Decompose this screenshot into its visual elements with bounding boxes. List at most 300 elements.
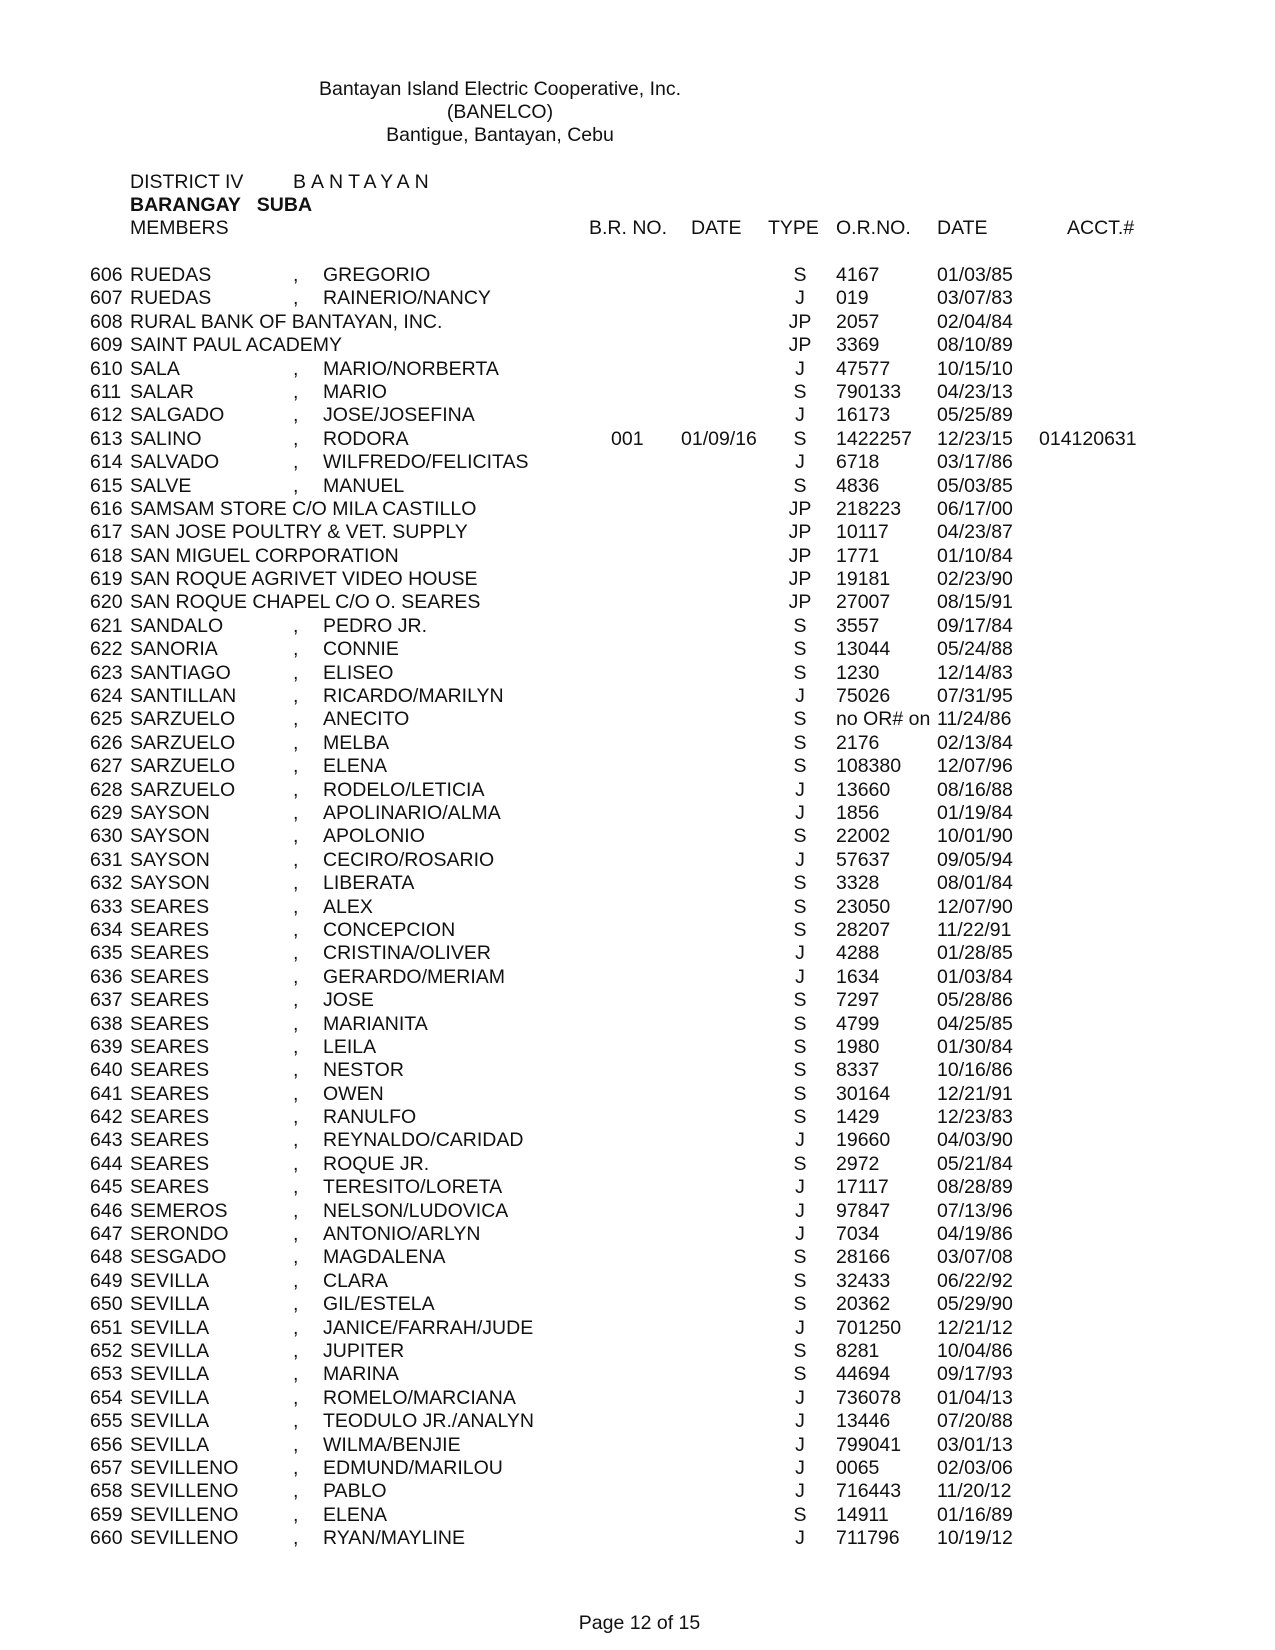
first-name: APOLONIO <box>323 825 425 848</box>
table-row <box>0 404 1275 427</box>
membership-type: JP <box>788 591 812 614</box>
first-name: JOSE/JOSEFINA <box>323 404 475 427</box>
row-number: 611 <box>90 380 122 403</box>
or-no-column-header: O.R.NO. <box>836 217 911 239</box>
row-number: 656 <box>90 1433 123 1456</box>
or-number: 736078 <box>836 1386 902 1409</box>
last-name: SEVILLENO <box>130 1527 239 1550</box>
first-name: NELSON/LUDOVICA <box>323 1199 509 1222</box>
name-separator: , <box>293 965 299 988</box>
membership-type: J <box>795 1456 805 1479</box>
name-separator: , <box>293 1503 299 1526</box>
table-row <box>0 896 1275 919</box>
table-row <box>0 1036 1275 1059</box>
table-row <box>0 1013 1275 1036</box>
name-separator: , <box>293 1293 299 1316</box>
row-number: 637 <box>90 989 123 1012</box>
row-number: 608 <box>90 310 123 333</box>
or-number: 2972 <box>836 1152 880 1175</box>
row-number: 646 <box>90 1199 123 1222</box>
table-row <box>0 849 1275 872</box>
or-number: 28207 <box>836 918 891 941</box>
first-name: ELISEO <box>323 661 394 684</box>
name-separator: , <box>293 942 299 965</box>
name-separator: , <box>293 1246 299 1269</box>
or-date: 01/04/13 <box>937 1386 1013 1409</box>
table-row <box>0 358 1275 381</box>
membership-type: J <box>795 1199 805 1222</box>
name-separator: , <box>293 918 299 941</box>
or-date: 02/03/06 <box>937 1456 1013 1479</box>
row-number: 627 <box>90 755 123 778</box>
or-number: 7034 <box>836 1223 880 1246</box>
or-number: 1980 <box>836 1035 880 1058</box>
or-number: 4836 <box>836 474 880 497</box>
membership-type: J <box>795 801 805 824</box>
name-separator: , <box>293 1480 299 1503</box>
or-date: 01/03/85 <box>937 264 1013 286</box>
or-number: 799041 <box>836 1433 902 1456</box>
br-number: 001 <box>611 427 644 450</box>
or-number: 57637 <box>836 848 891 871</box>
membership-type: S <box>793 918 807 941</box>
first-name: RAINERIO/NANCY <box>323 287 491 310</box>
row-number: 633 <box>90 895 123 918</box>
table-row <box>0 1200 1275 1223</box>
membership-type: J <box>795 778 805 801</box>
name-separator: , <box>293 1152 299 1175</box>
membership-type: J <box>795 965 805 988</box>
table-row <box>0 264 1275 287</box>
page-footer <box>0 1612 1275 1635</box>
last-name: SARZUELO <box>130 731 236 754</box>
membership-type: S <box>793 427 807 450</box>
or-number: 790133 <box>836 380 902 403</box>
members-column-header: MEMBERS <box>130 217 229 239</box>
or-date: 03/17/86 <box>937 451 1013 474</box>
table-row <box>0 1153 1275 1176</box>
row-number: 618 <box>90 544 123 567</box>
or-number: 13446 <box>836 1410 891 1433</box>
row-number: 649 <box>90 1269 123 1292</box>
last-name: SALVE <box>130 474 192 497</box>
or-number: 19660 <box>836 1129 891 1152</box>
row-number: 619 <box>90 568 123 591</box>
or-date: 06/17/00 <box>937 497 1013 520</box>
or-date: 04/25/85 <box>937 1012 1013 1035</box>
last-name: SEVILLA <box>130 1269 210 1292</box>
name-separator: , <box>293 731 299 754</box>
membership-type: S <box>793 1059 807 1082</box>
last-name: SANDALO <box>130 614 224 637</box>
last-name: SEVILLA <box>130 1293 210 1316</box>
or-number: 4799 <box>836 1012 880 1035</box>
or-number: 019 <box>836 287 869 310</box>
membership-type: S <box>793 731 807 754</box>
or-number: 22002 <box>836 825 891 848</box>
last-name: SAYSON <box>130 848 210 871</box>
first-name: ELENA <box>323 1503 387 1526</box>
membership-type: S <box>793 895 807 918</box>
name-separator: , <box>293 872 299 895</box>
row-number: 644 <box>90 1152 123 1175</box>
membership-type: J <box>795 404 805 427</box>
last-name: SAN MIGUEL CORPORATION <box>130 544 399 567</box>
row-number: 621 <box>90 614 123 637</box>
first-name: JANICE/FARRAH/JUDE <box>323 1316 534 1339</box>
last-name: RURAL BANK OF BANTAYAN, INC. <box>130 310 443 333</box>
first-name: CRISTINA/OLIVER <box>323 942 491 965</box>
name-separator: , <box>293 451 299 474</box>
table-row <box>0 966 1275 989</box>
or-date: 11/24/86 <box>937 708 1012 731</box>
table-row <box>0 1434 1275 1457</box>
or-number: 1634 <box>836 965 880 988</box>
name-separator: , <box>293 848 299 871</box>
membership-type: J <box>795 1223 805 1246</box>
or-date: 10/16/86 <box>937 1059 1013 1082</box>
name-separator: , <box>293 1199 299 1222</box>
or-date: 05/03/85 <box>937 474 1013 497</box>
name-separator: , <box>293 825 299 848</box>
or-date: 01/30/84 <box>937 1035 1013 1058</box>
row-number: 652 <box>90 1339 123 1362</box>
table-row <box>0 1106 1275 1129</box>
row-number: 641 <box>90 1082 123 1105</box>
first-name: MARIO <box>323 380 387 403</box>
first-name: NESTOR <box>323 1059 404 1082</box>
name-separator: , <box>293 1012 299 1035</box>
or-date: 03/07/83 <box>937 287 1013 310</box>
first-name: REYNALDO/CARIDAD <box>323 1129 524 1152</box>
table-row <box>0 779 1275 802</box>
or-number: 8281 <box>836 1339 880 1362</box>
first-name: PEDRO JR. <box>323 614 428 637</box>
last-name: SANTIAGO <box>130 661 231 684</box>
or-number: 44694 <box>836 1363 891 1386</box>
membership-type: J <box>795 1386 805 1409</box>
or-number: 23050 <box>836 895 891 918</box>
last-name: SANORIA <box>130 638 218 661</box>
or-number: 2057 <box>836 310 880 333</box>
last-name: SEVILLA <box>130 1316 210 1339</box>
or-date: 03/07/08 <box>937 1246 1013 1269</box>
table-row <box>0 638 1275 661</box>
or-date: 02/04/84 <box>937 310 1013 333</box>
row-number: 648 <box>90 1246 123 1269</box>
row-number: 631 <box>90 848 123 871</box>
first-name: MARIO/NORBERTA <box>323 357 499 380</box>
row-number: 625 <box>90 708 123 731</box>
name-separator: , <box>293 989 299 1012</box>
or-date: 09/05/94 <box>937 848 1013 871</box>
or-date: 12/21/91 <box>937 1082 1013 1105</box>
membership-type: J <box>795 848 805 871</box>
name-separator: , <box>293 638 299 661</box>
or-date: 10/04/86 <box>937 1339 1013 1362</box>
last-name: SAN JOSE POULTRY & VET. SUPPLY <box>130 521 468 544</box>
name-separator: , <box>293 1176 299 1199</box>
membership-type: S <box>793 1012 807 1035</box>
table-row <box>0 1246 1275 1269</box>
table-row <box>0 1059 1275 1082</box>
first-name: RICARDO/MARILYN <box>323 685 504 708</box>
membership-type: J <box>795 1129 805 1152</box>
membership-type: S <box>793 989 807 1012</box>
membership-type: JP <box>788 544 812 567</box>
or-number: 14911 <box>836 1503 889 1526</box>
table-row <box>0 381 1275 404</box>
last-name: SEMEROS <box>130 1199 228 1222</box>
first-name: RODELO/LETICIA <box>323 778 485 801</box>
or-date: 12/21/12 <box>937 1316 1013 1339</box>
row-number: 620 <box>90 591 123 614</box>
first-name: WILMA/BENJIE <box>323 1433 461 1456</box>
membership-type: J <box>795 451 805 474</box>
row-number: 657 <box>90 1456 123 1479</box>
membership-type: J <box>795 942 805 965</box>
table-row <box>0 521 1275 544</box>
name-separator: , <box>293 1386 299 1409</box>
row-number: 626 <box>90 731 123 754</box>
last-name: SEARES <box>130 1176 210 1199</box>
last-name: RUEDAS <box>130 264 212 286</box>
row-number: 628 <box>90 778 123 801</box>
membership-type: S <box>793 1082 807 1105</box>
district-label: DISTRICT IV <box>130 171 244 193</box>
or-number: 97847 <box>836 1199 891 1222</box>
last-name: SEARES <box>130 1152 210 1175</box>
table-row <box>0 591 1275 614</box>
or-date: 04/19/86 <box>937 1223 1013 1246</box>
or-number: 1230 <box>836 661 880 684</box>
row-number: 647 <box>90 1223 123 1246</box>
first-name: GERARDO/MERIAM <box>323 965 506 988</box>
table-row <box>0 872 1275 895</box>
first-name: WILFREDO/FELICITAS <box>323 451 529 474</box>
or-date: 06/22/92 <box>937 1269 1013 1292</box>
or-date: 12/23/15 <box>937 427 1013 450</box>
last-name: SAN ROQUE AGRIVET VIDEO HOUSE <box>130 568 478 591</box>
table-row <box>0 732 1275 755</box>
name-separator: , <box>293 1527 299 1550</box>
table-row <box>0 919 1275 942</box>
row-number: 658 <box>90 1480 123 1503</box>
table-row <box>0 662 1275 685</box>
membership-type: JP <box>788 310 812 333</box>
br-date-column-header: DATE <box>691 217 742 239</box>
membership-type: S <box>793 638 807 661</box>
first-name: MARIANITA <box>323 1012 428 1035</box>
first-name: JUPITER <box>323 1339 405 1362</box>
table-row <box>0 498 1275 521</box>
organization-name: Bantayan Island Electric Cooperative, Inc. <box>318 78 682 100</box>
row-number: 650 <box>90 1293 123 1316</box>
district-value: BANTAYAN <box>293 171 434 193</box>
first-name: PABLO <box>323 1480 387 1503</box>
table-row <box>0 287 1275 310</box>
table-row <box>0 942 1275 965</box>
last-name: SALAR <box>130 380 194 403</box>
or-date: 09/17/84 <box>937 614 1013 637</box>
or-date: 01/10/84 <box>937 544 1013 567</box>
first-name: MAGDALENA <box>323 1246 446 1269</box>
membership-type: S <box>793 264 807 286</box>
or-date: 10/01/90 <box>937 825 1013 848</box>
name-separator: , <box>293 685 299 708</box>
last-name: SEARES <box>130 918 210 941</box>
last-name: RUEDAS <box>130 287 212 310</box>
last-name: SESGADO <box>130 1246 227 1269</box>
last-name: SEVILLENO <box>130 1456 239 1479</box>
membership-type: JP <box>788 497 812 520</box>
name-separator: , <box>293 1059 299 1082</box>
first-name: MANUEL <box>323 474 405 497</box>
first-name: ELENA <box>323 755 387 778</box>
name-separator: , <box>293 380 299 403</box>
or-number: 1422257 <box>836 427 912 450</box>
first-name: MARINA <box>323 1363 399 1386</box>
last-name: SEARES <box>130 1035 210 1058</box>
last-name: SEVILLA <box>130 1339 210 1362</box>
row-number: 614 <box>90 451 123 474</box>
or-date: 08/15/91 <box>937 591 1013 614</box>
type-column-header: TYPE <box>768 217 819 239</box>
last-name: SEARES <box>130 895 210 918</box>
membership-type: S <box>793 1035 807 1058</box>
or-date: 04/03/90 <box>937 1129 1013 1152</box>
or-number: 716443 <box>836 1480 902 1503</box>
membership-type: S <box>793 1339 807 1362</box>
last-name: SAMSAM STORE C/O MILA CASTILLO <box>130 497 477 520</box>
last-name: SEARES <box>130 1059 210 1082</box>
or-number: 28166 <box>836 1246 891 1269</box>
or-number: 6718 <box>836 451 880 474</box>
or-number: 17117 <box>836 1176 889 1199</box>
last-name: SEARES <box>130 942 210 965</box>
row-number: 639 <box>90 1035 123 1058</box>
table-row <box>0 1504 1275 1527</box>
last-name: SARZUELO <box>130 755 236 778</box>
table-row <box>0 1083 1275 1106</box>
last-name: SARZUELO <box>130 778 236 801</box>
or-number: 701250 <box>836 1316 902 1339</box>
name-separator: , <box>293 1223 299 1246</box>
last-name: SAYSON <box>130 801 210 824</box>
or-number: 16173 <box>836 404 891 427</box>
row-number: 636 <box>90 965 123 988</box>
membership-type: S <box>793 755 807 778</box>
or-date: 01/03/84 <box>937 965 1013 988</box>
row-number: 612 <box>90 404 123 427</box>
table-row <box>0 1387 1275 1410</box>
row-number: 622 <box>90 638 123 661</box>
or-date: 05/29/90 <box>937 1293 1013 1316</box>
row-number: 613 <box>90 427 123 450</box>
first-name: EDMUND/MARILOU <box>323 1456 503 1479</box>
membership-type: J <box>795 287 805 310</box>
or-date: 12/23/83 <box>937 1106 1013 1129</box>
name-separator: , <box>293 1316 299 1339</box>
row-number: 630 <box>90 825 123 848</box>
or-date: 11/20/12 <box>937 1480 1012 1503</box>
first-name: TERESITO/LORETA <box>323 1176 503 1199</box>
row-number: 635 <box>90 942 123 965</box>
membership-type: S <box>793 1363 807 1386</box>
membership-type: S <box>793 825 807 848</box>
first-name: ROQUE JR. <box>323 1152 430 1175</box>
last-name: SALVADO <box>130 451 220 474</box>
membership-type: J <box>795 1433 805 1456</box>
or-number: 1429 <box>836 1106 880 1129</box>
or-date: 07/31/95 <box>937 685 1013 708</box>
last-name: SARZUELO <box>130 708 236 731</box>
last-name: SEARES <box>130 1082 210 1105</box>
row-number: 660 <box>90 1527 123 1550</box>
or-number: 13044 <box>836 638 891 661</box>
or-date: 01/16/89 <box>937 1503 1013 1526</box>
table-row <box>0 568 1275 591</box>
membership-type: S <box>793 1503 807 1526</box>
table-row <box>0 475 1275 498</box>
table-row <box>0 802 1275 825</box>
membership-type: J <box>795 1410 805 1433</box>
name-separator: , <box>293 264 299 286</box>
last-name: SANTILLAN <box>130 685 237 708</box>
name-separator: , <box>293 1269 299 1292</box>
table-row <box>0 1129 1275 1152</box>
or-date: 12/14/83 <box>937 661 1013 684</box>
first-name: APOLINARIO/ALMA <box>323 801 501 824</box>
name-separator: , <box>293 1363 299 1386</box>
membership-type: J <box>795 1527 805 1550</box>
table-row <box>0 615 1275 638</box>
barangay-heading: BARANGAY SUBA <box>130 194 313 216</box>
first-name: RANULFO <box>323 1106 417 1129</box>
or-number: 4167 <box>836 264 880 286</box>
table-row <box>0 1410 1275 1433</box>
last-name: SERONDO <box>130 1223 229 1246</box>
first-name: JOSE <box>323 989 374 1012</box>
first-name: LIBERATA <box>323 872 415 895</box>
last-name: SAN ROQUE CHAPEL C/O O. SEARES <box>130 591 481 614</box>
first-name: ANTONIO/ARLYN <box>323 1223 481 1246</box>
membership-type: S <box>793 872 807 895</box>
table-row <box>0 755 1275 778</box>
membership-type: S <box>793 614 807 637</box>
or-date: 04/23/13 <box>937 380 1013 403</box>
membership-type: J <box>795 1480 805 1503</box>
or-number: 7297 <box>836 989 880 1012</box>
last-name: SAYSON <box>130 872 210 895</box>
account-number: 014120631 <box>1039 427 1137 450</box>
or-number: 4288 <box>836 942 880 965</box>
table-row <box>0 1457 1275 1480</box>
name-separator: , <box>293 801 299 824</box>
table-row <box>0 1480 1275 1503</box>
name-separator: , <box>293 1456 299 1479</box>
or-number: 3369 <box>836 334 880 357</box>
or-date: 01/28/85 <box>937 942 1013 965</box>
first-name: LEILA <box>323 1035 377 1058</box>
membership-type: S <box>793 1293 807 1316</box>
page-number: Page 12 of 15 <box>578 1612 701 1634</box>
organization-address: Bantigue, Bantayan, Cebu <box>386 124 614 146</box>
last-name: SEVILLA <box>130 1410 210 1433</box>
table-row <box>0 428 1275 451</box>
membership-type: S <box>793 1106 807 1129</box>
or-date: 05/24/88 <box>937 638 1013 661</box>
